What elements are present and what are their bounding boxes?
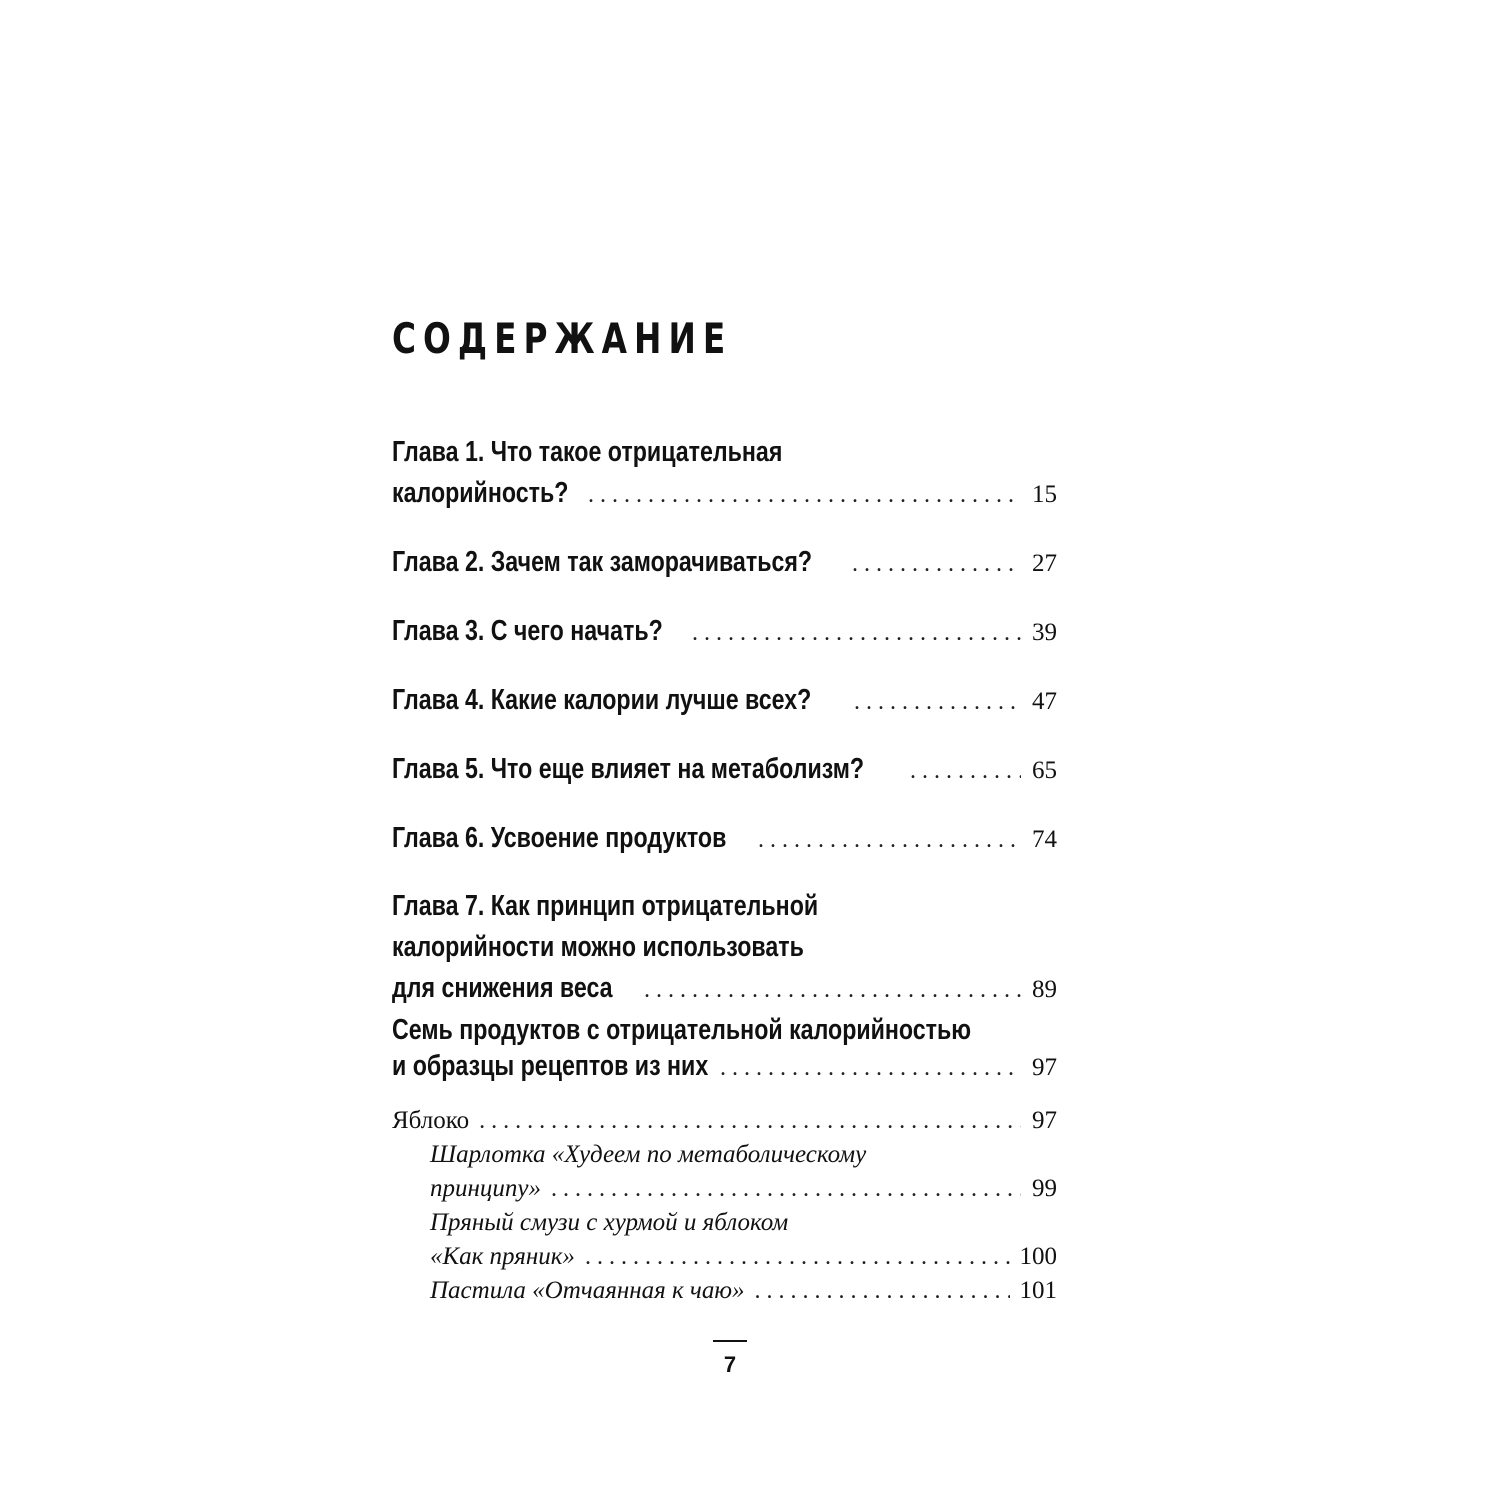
toc-entry-chapter-4: [392, 680, 1057, 721]
toc-entry-text: Глава 3. С чего начать?: [392, 615, 663, 647]
toc-entry-text: калорийности можно использовать: [392, 931, 804, 963]
toc-title: СОДЕРЖАНИЕ: [392, 314, 733, 363]
dot-leader: [588, 475, 1021, 516]
toc-entry-chapter-5: [392, 749, 1057, 790]
toc-entry-line: [392, 927, 1057, 968]
toc-entry-text: Яблоко: [392, 1107, 470, 1134]
toc-entry-text: Глава 5. Что еще влияет на метаболизм?: [392, 753, 865, 785]
toc-entry-chapter-2: [392, 542, 1057, 583]
toc-page-number: 99: [1032, 1175, 1057, 1202]
toc-entry-text: Глава 1. Что такое отрицательная: [392, 436, 783, 468]
toc-recipe-2: [392, 1206, 1057, 1274]
toc-entry-line: [392, 1274, 1057, 1308]
toc-entry-line: [392, 680, 1057, 721]
toc-recipe-3: [392, 1274, 1057, 1308]
dot-leader: [854, 682, 1021, 723]
toc-entry-text: для снижения веса: [392, 972, 613, 1004]
dot-leader: [692, 613, 1021, 654]
dot-leader: [910, 751, 1021, 792]
toc-entry-text: Пастила «Отчаянная к чаю»: [430, 1277, 745, 1304]
toc-entry-text: Глава 2. Зачем так заморачиваться?: [392, 546, 813, 578]
toc-page-number: 100: [1019, 1243, 1057, 1270]
page-number-rule: [713, 1340, 747, 1342]
dot-leader: [758, 820, 1021, 861]
dot-leader: [755, 1274, 1010, 1308]
toc-page-number: 74: [1032, 826, 1057, 853]
toc-section-apple: [392, 1104, 1057, 1138]
toc-entry-line: [392, 1104, 1057, 1138]
dot-leader: [852, 544, 1021, 585]
toc-entry-chapter-3: [392, 611, 1057, 652]
dot-leader: [585, 1240, 1010, 1274]
toc-entry-text: «Как пряник»: [430, 1243, 575, 1270]
page-number: 7: [723, 1352, 737, 1377]
toc-page-number: 65: [1032, 757, 1057, 784]
toc-entry-line: [392, 542, 1057, 583]
toc-page-number: 101: [1019, 1277, 1057, 1304]
toc-entry-line: [392, 818, 1057, 859]
toc-entry-text: и образцы рецептов из них: [392, 1050, 709, 1082]
toc-page-number: 97: [1032, 1107, 1057, 1134]
dot-leader: [479, 1104, 1021, 1138]
toc-page-number: 27: [1032, 550, 1057, 577]
toc-page-number: 39: [1032, 619, 1057, 646]
toc-entry-line: [392, 1172, 1057, 1206]
toc-entry-chapter-7: [392, 886, 1057, 1009]
dot-leader: [644, 970, 1021, 1011]
toc-entry-text: принципу»: [430, 1175, 541, 1202]
toc-page-number: 89: [1032, 976, 1057, 1003]
toc-entry-seven-products: [392, 1012, 1057, 1084]
toc-entry-line: [392, 432, 1057, 473]
toc-recipe-1: [392, 1138, 1057, 1206]
toc-page-number: 97: [1032, 1054, 1057, 1081]
toc-entry-text: Глава 6. Усвоение продуктов: [392, 822, 727, 854]
toc-entry-text: калорийность?: [392, 477, 569, 509]
toc-entry-line: [392, 749, 1057, 790]
toc-entry-text: Семь продуктов с отрицательной калорийностью: [392, 1014, 972, 1046]
dot-leader: [551, 1172, 1021, 1206]
toc-entry-line: [392, 473, 1057, 514]
toc-entry-line: Пряный смузи с хурмой и яблоком: [430, 1209, 789, 1236]
dot-leader: [720, 1050, 1021, 1086]
toc-page-number: 15: [1032, 481, 1057, 508]
toc-entry-line: [392, 1012, 1057, 1048]
toc-entry-chapter-6: [392, 818, 1057, 859]
toc-entry-text: Глава 7. Как принцип отрицательной: [392, 890, 819, 922]
toc-entry-text: Глава 4. Какие калории лучше всех?: [392, 684, 812, 716]
toc-entry-line: [392, 968, 1057, 1009]
toc-entry-line: [392, 611, 1057, 652]
toc-entry-line: [392, 1240, 1057, 1274]
toc-entry-line: [392, 1048, 1057, 1084]
toc-entry-chapter-1: [392, 432, 1057, 514]
toc-entry-line: [392, 886, 1057, 927]
toc-page-number: 47: [1032, 688, 1057, 715]
toc-entry-line: Шарлотка «Худеем по метаболическому: [430, 1141, 867, 1168]
